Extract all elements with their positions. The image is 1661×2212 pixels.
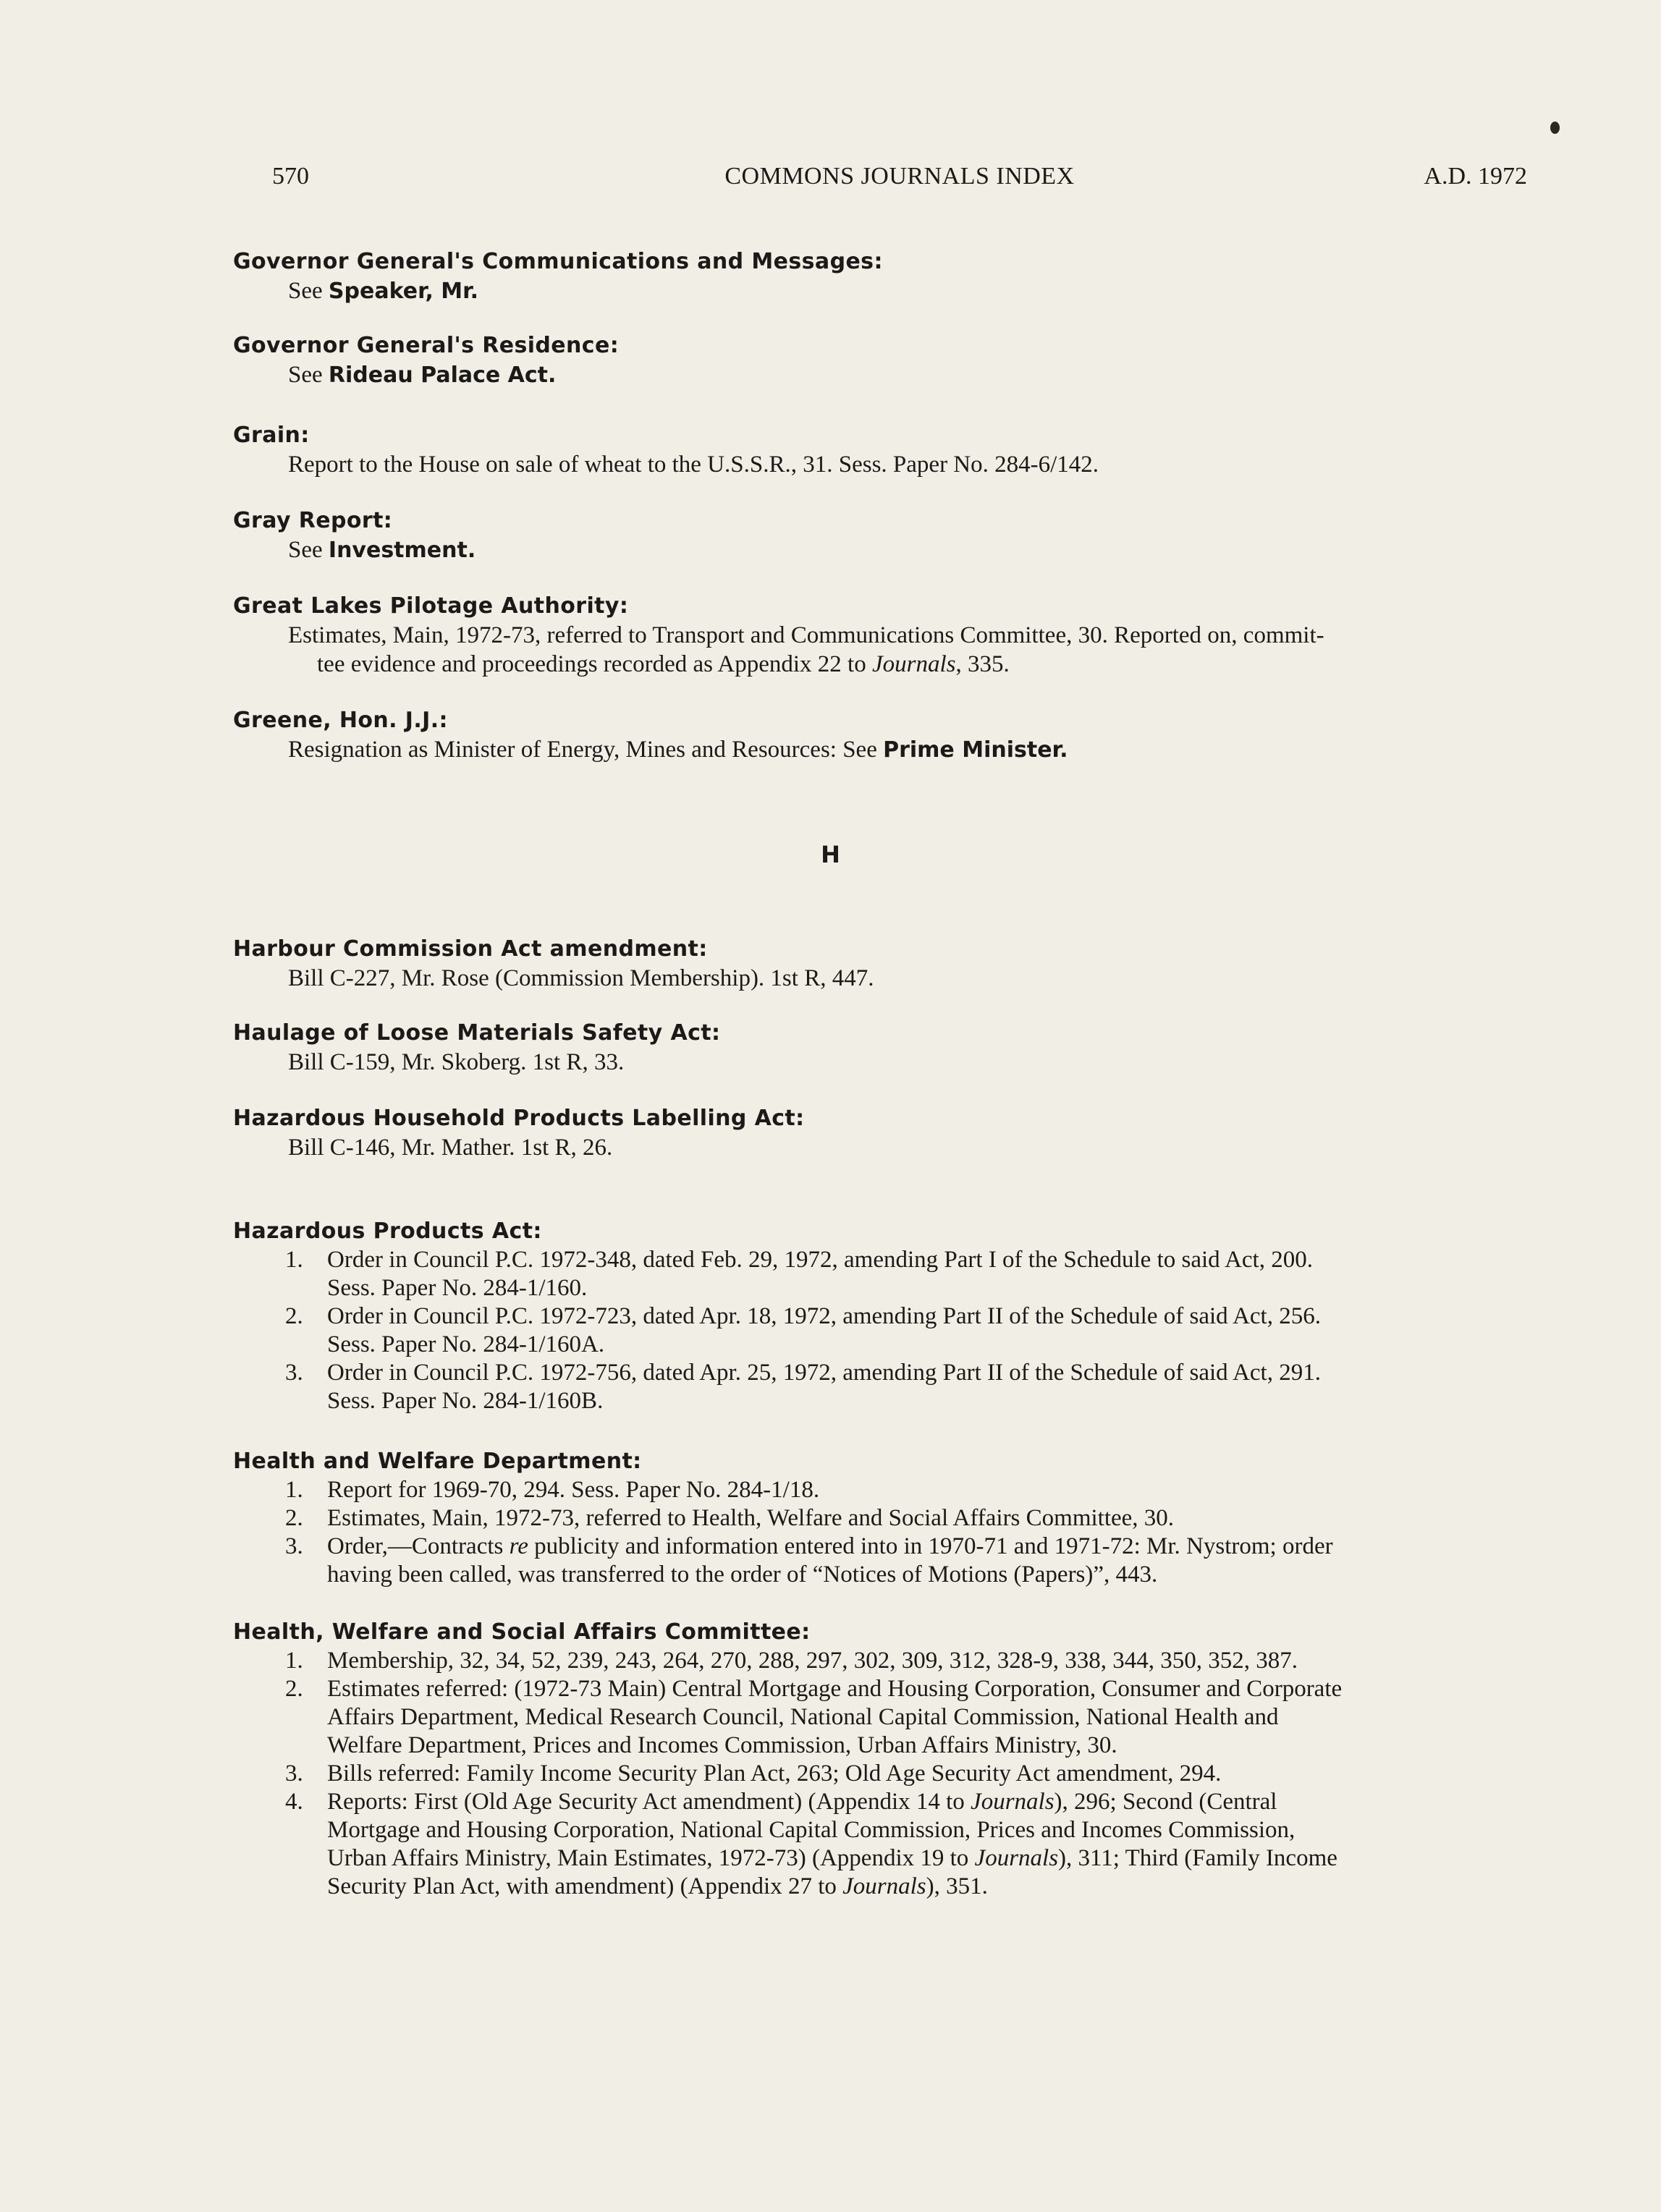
list-item: 1. Order in Council P.C. 1972-348, dated Feb. 29, 1972, amending Part I of the Schedule to said Act, 200. Sess. Paper No. 284-1/160. [285,1247,1313,1301]
section-letter: H [821,841,840,868]
entry-text: See Rideau Palace Act. [288,362,557,388]
index-entry [233,1019,1530,1077]
index-entry [233,421,1530,479]
entry-text-line: tee evidence and proceedings recorded as Appendix 22 to Journals, 335. [317,651,1010,677]
cross-reference: Rideau Palace Act. [328,363,557,388]
entry-heading: Greene, Hon. J.J.: [233,708,448,733]
list-item: 3. Bills referred: Family Income Security Plan Act, 263; Old Age Security Act amendment, 294. [285,1760,1222,1787]
entry-heading: Gray Report: [233,508,393,533]
entry-text-line: Estimates, Main, 1972-73, referred to Transport and Communications Committee, 30. Reported on, commit- [288,622,1324,648]
entry-heading: Great Lakes Pilotage Authority: [233,593,629,619]
index-entry [233,1447,1530,1589]
list-item: 3. Order,—Contracts re publicity and information entered into in 1970-71 and 1971-72: Mr. Nystrom; order having been called, was transferred to the order of “Notices of Motions (Papers)”, 443. [285,1533,1333,1588]
page-number: 570 [272,163,309,190]
running-header [272,161,1527,192]
ink-spot [1550,122,1560,134]
entry-heading: Health, Welfare and Social Affairs Committee: [233,1619,811,1645]
cross-reference: Investment. [328,538,476,563]
entry-heading: Haulage of Loose Materials Safety Act: [233,1020,721,1046]
index-entry [233,331,1530,390]
index-entry [233,1217,1530,1415]
entry-text: See Investment. [288,537,476,563]
index-entry [233,247,1530,306]
index-entry [233,507,1530,565]
entry-heading: Health and Welfare Department: [233,1449,642,1474]
cross-reference: Speaker, Mr. [328,279,479,304]
list-item: 3. Order in Council P.C. 1972-756, dated Apr. 25, 1972, amending Part II of the Schedule of said Act, 291. Sess. Paper No. 284-1/160B. [285,1360,1321,1414]
year-label: A.D. 1972 [1424,163,1527,190]
entry-heading: Harbour Commission Act amendment: [233,936,708,962]
list-item: 2. Estimates, Main, 1972-73, referred to Health, Welfare and Social Affairs Committee, 30. [285,1505,1175,1531]
list-item: 2. Order in Council P.C. 1972-723, dated Apr. 18, 1972, amending Part II of the Schedule of said Act, 256. Sess. Paper No. 284-1/160A. [285,1303,1321,1357]
page-title: COMMONS JOURNALS INDEX [724,163,1075,190]
entry-heading: Hazardous Products Act: [233,1219,542,1244]
entry-text: Bill C-159, Mr. Skoberg. 1st R, 33. [288,1049,625,1075]
index-entry [233,935,1530,993]
entry-heading: Governor General's Communications and Messages: [233,249,883,274]
list-item: 1. Report for 1969-70, 294. Sess. Paper No. 284-1/18. [285,1477,820,1503]
entry-heading: Hazardous Household Products Labelling Act: [233,1106,805,1131]
entry-heading: Grain: [233,423,310,448]
list-item: 4. Reports: First (Old Age Security Act amendment) (Appendix 14 to Journals), 296; Second (Central Mortgage and Housing Corporation, National Capital Commission, Prices and Incomes Commission, Urban Affairs Ministry, Main Estimates, 1972-73) (Appendix 19 to Journals), 311; Third (Family Income Security Plan Act, with amendment) (Appendix 27 to Journals), 351. [285,1789,1337,1899]
entry-text: See Speaker, Mr. [288,278,479,304]
list-item: 1. Membership, 32, 34, 52, 239, 243, 264, 270, 288, 297, 302, 309, 312, 328-9, 338, 344, 350, 352, 387. [285,1648,1298,1674]
index-entry [233,706,1530,765]
entry-text: Resignation as Minister of Energy, Mines and Resources: See Prime Minister. [288,737,1068,763]
entry-heading: Governor General's Residence: [233,333,620,358]
cross-reference: Prime Minister. [883,737,1068,763]
index-entry [233,1104,1530,1162]
entry-text: Bill C-227, Mr. Rose (Commission Membership). 1st R, 447. [288,965,874,991]
index-entry [233,1618,1530,1901]
entry-text: Report to the House on sale of wheat to the U.S.S.R., 31. Sess. Paper No. 284-6/142. [288,452,1099,478]
entry-text: Bill C-146, Mr. Mather. 1st R, 26. [288,1135,613,1161]
list-item: 2. Estimates referred: (1972-73 Main) Central Mortgage and Housing Corporation, Consumer and Corporate Affairs Department, Medical Research Council, National Capital Commission, National Health and Welfare Department, Prices and Incomes Commission, Urban Affairs Ministry, 30. [285,1676,1343,1758]
index-entry [233,592,1530,679]
